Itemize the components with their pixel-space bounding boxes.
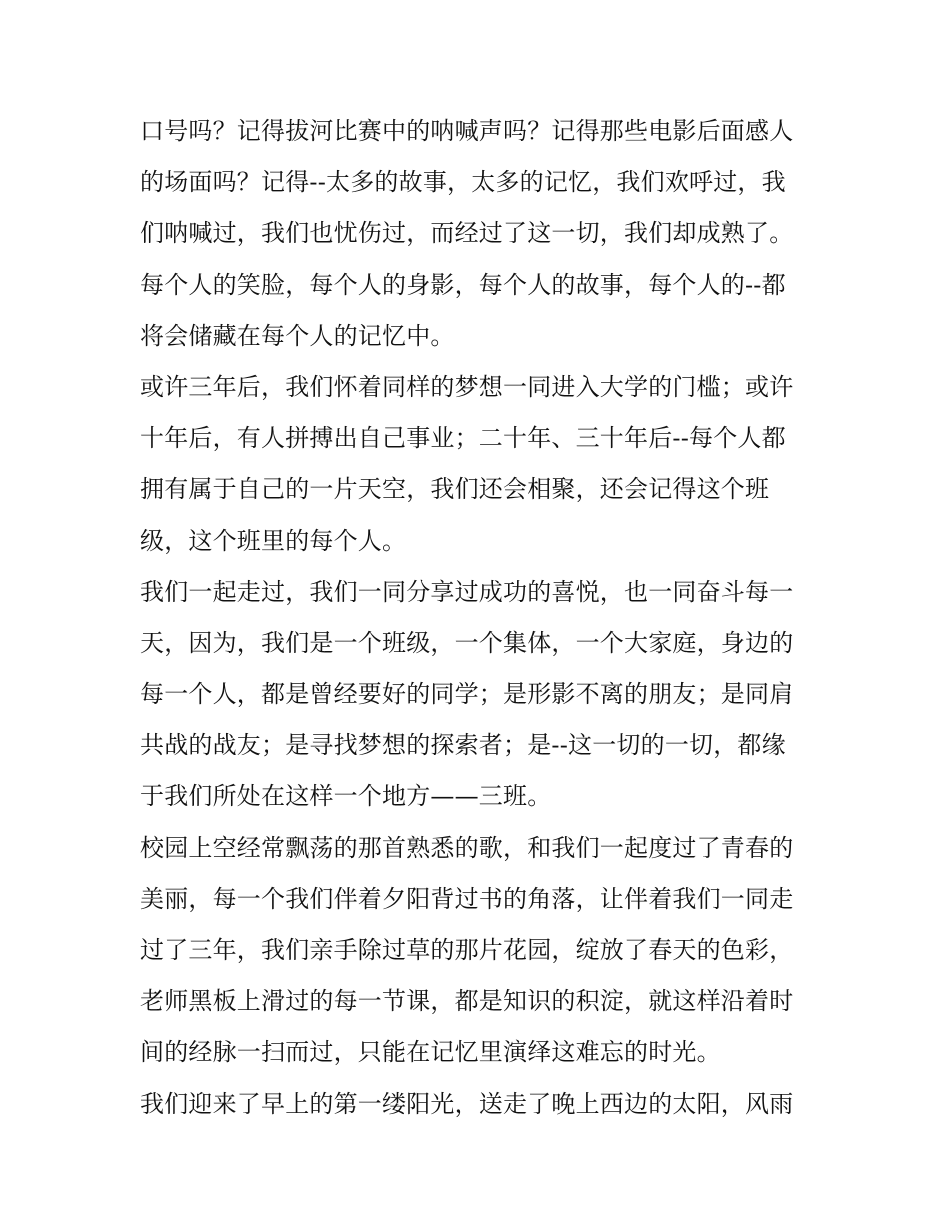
text-line: 每一个人，都是曾经要好的同学；是形影不离的朋友；是同肩: [140, 680, 794, 709]
text-line: 拥有属于自己的一片天空，我们还会相聚，还会记得这个班: [140, 475, 770, 504]
text-line: 我们迎来了早上的第一缕阳光，送走了晚上西边的太阳，风雨: [140, 1089, 794, 1118]
text-line: 于我们所处在这样一个地方——三班。: [140, 782, 552, 811]
text-line: 校园上空经常飘荡的那首熟悉的歌，和我们一起度过了青春的: [140, 833, 794, 862]
text-line: 将会储藏在每个人的记忆中。: [140, 321, 455, 350]
body-text: [140, 106, 820, 1130]
text-line: 天，因为，我们是一个班级，一个集体，一个大家庭，身边的: [140, 628, 794, 657]
text-line: 或许三年后，我们怀着同样的梦想一同进入大学的门槛；或许: [140, 372, 794, 401]
text-line: 们呐喊过，我们也忧伤过，而经过了这一切，我们却成熟了。: [140, 219, 794, 248]
text-line: 的场面吗？记得--太多的故事，太多的记忆，我们欢呼过，我: [140, 168, 786, 197]
text-line: 十年后，有人拼搏出自己事业；二十年、三十年后--每个人都: [140, 424, 786, 453]
text-line: 每个人的笑脸，每个人的身影，每个人的故事，每个人的--都: [140, 270, 786, 299]
text-line: 我们一起走过，我们一同分享过成功的喜悦，也一同奋斗每一: [140, 577, 794, 606]
text-line: 共战的战友；是寻找梦想的探索者；是--这一切的一切，都缘: [140, 731, 786, 760]
text-line: 间的经脉一扫而过，只能在记忆里演绎这难忘的时光。: [140, 1038, 721, 1067]
text-line: 级，这个班里的每个人。: [140, 526, 407, 555]
text-line: 口号吗？记得拔河比赛中的呐喊声吗？记得那些电影后面感人: [140, 117, 794, 145]
text-line: 美丽，每一个我们伴着夕阳背过书的角落，让伴着我们一同走: [140, 884, 794, 913]
text-line: 过了三年，我们亲手除过草的那片花园，绽放了春天的色彩，: [140, 936, 794, 964]
text-line: 老师黑板上滑过的每一节课，都是知识的积淀，就这样沿着时: [140, 987, 794, 1016]
